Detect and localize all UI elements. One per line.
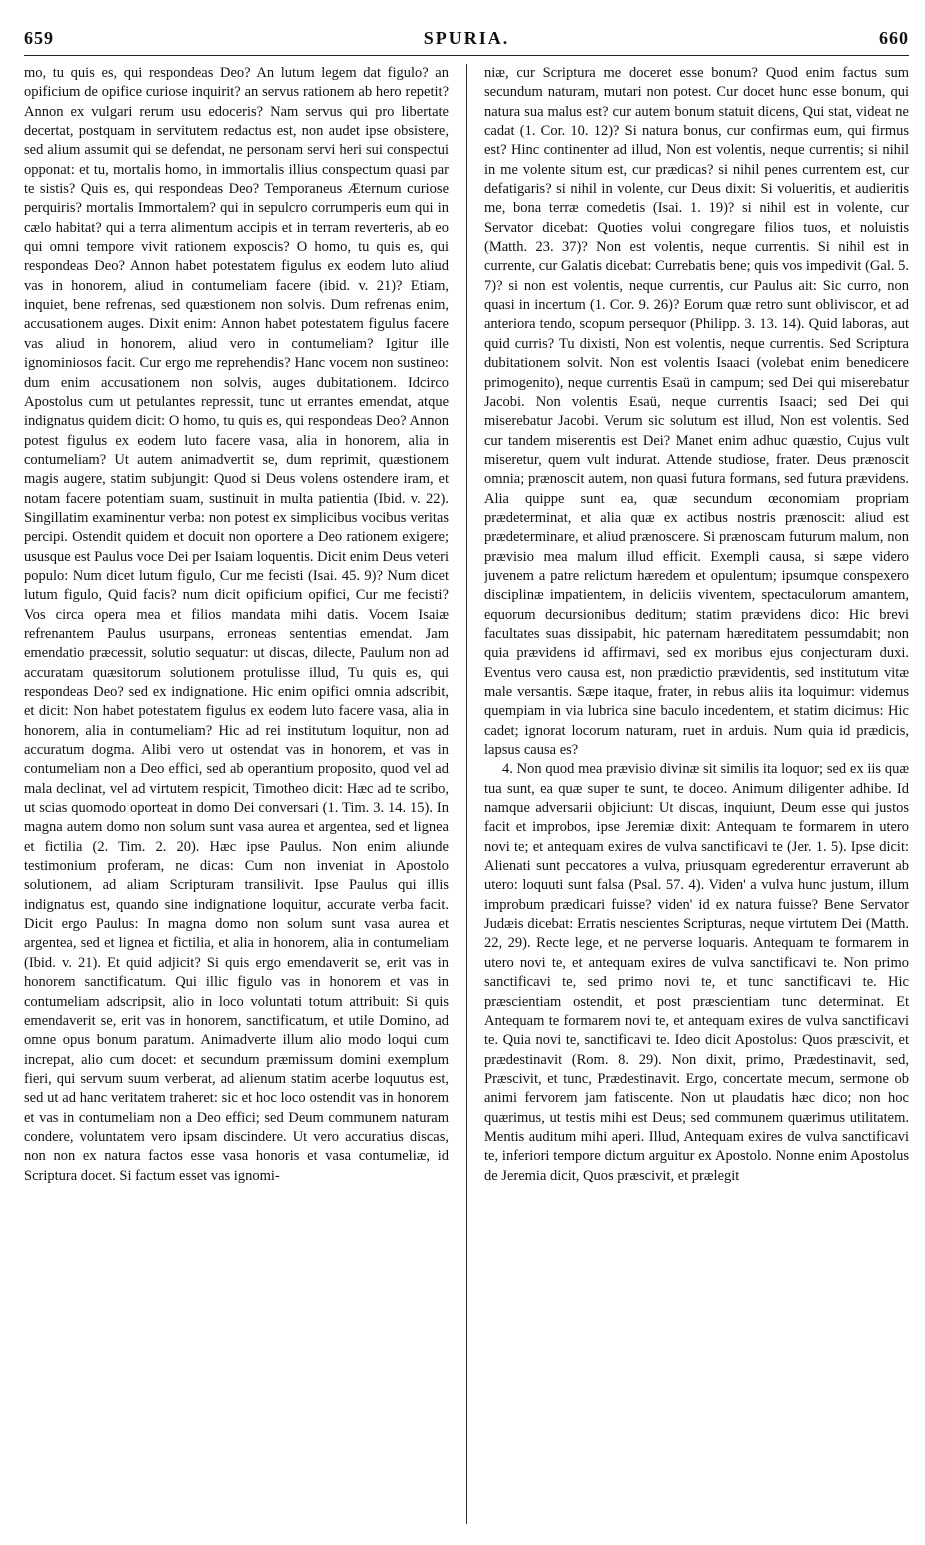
document-page — [24, 24, 909, 1524]
column-divider — [466, 64, 467, 1524]
left-page-number: 659 — [24, 28, 54, 48]
text-columns — [24, 64, 909, 1524]
running-title: SPURIA. — [423, 28, 510, 48]
page-header — [24, 24, 909, 58]
right-page-number: 660 — [879, 28, 909, 48]
right-column-paragraph: 4. Non quod mea prævisio divinæ sit similis ita loquor; sed ex iis quæ tua sunt, ea quæ super te sunt, te doceo. Animum diligenter adhibe. Id namque adversarii objiciunt: Ut discas, inquiunt, Deum esse qui justos facit et improbos, ipse Jeremiæ dixit: Antequam te formarem in utero novi te; et antequam exires de vulva sanctificavi te (Jer. 1. 5). Ipse dicit: Alienati sunt peccatores a vulva, priusquam egrederentur erraverunt ab utero: loquuti sunt falsa (Psal. 57. 4). Viden' a vulva hunc justum, illum improbum prædicari fuisse? viden' id ex natura fuisse? Bene Servator Judæis dicebat: Erratis nescientes Scripturas, neque virtutem Dei (Matth. 22, 29). Recte lege, et ne perverse loquaris. Antequam te formarem in utero novi te, et antequam exires de vulva sanctificavi te. Non primo sanctificavi te, sed primo novi te, et tunc sanctificavi te. Hic præscientiam ostendit, et post præscientiam tunc determinat. Et Antequam te formarem novi te, et antequam exires de vulva sanctificavi te. Quia novi te, sanctificavi te. Ideo dicit Apostolus: Quos præscivit, et prædestinavit (Rom. 8. 29). Non dixit, primo, Prædestinavit, sed, Præscivit, et tunc, Prædestinavit. Ergo, concertate mecum, sermone ob animi fervorem jam fatiscente. Non ut plaudatis hæc dico; non hoc quærimus, ut testis mihi est Deus; sed communem quærimus utilitatem. Mentis auditum mihi aperi. Illud, Antequam exires de vulva sanctificavi te, inferiori tempore dictum arguitur ex Apostolo. Nonne enim Apostolus de Jeremia dicit, Quos præscivit, et prælegit — [484, 761, 909, 1184]
right-column — [484, 64, 909, 1524]
header-rule — [24, 55, 909, 56]
left-column-paragraph: mo, tu quis es, qui respondeas Deo? An lutum legem dat figulo? an opificium de opifice curiose inquirit? an servus rationem ab hero repetit? Annon ex vulgari rerum usu edoceris? Nam servus qui pro libertate decertat, postquam in servitutem redactus est, non audet ipse obsistere, sed alium assumit qui se defendat, ne personam servi heri sui conspectui opponat: et tu, mortalis homo, in immortalis illius conspectum quasi par te sistis? Quis es, qui respondeas Deo? Temporaneus Æternum curiose perquiris? mortalis Immortalem? qui in sepulcro corrumperis eum qui in cælo habitat? qui a terra alimentum accipis et in terram reverteris, ab eo qui omni tempore vivit rationem exposcis? O homo, tu quis es, qui respondeas Deo? Annon habet potestatem figulus ex eodem luto aliud vas in honorem, aliud in contumeliam facere (ibid. v. 21)? Etiam, inquiet, bene refrenas, sed quæstionem non solvis. Dum refrenas enim, accusationem auges. Dixit enim: Annon habet potestatem figulus facere vas aliud in honorem, aliud vero in contumeliam? Igitur ille ignominiosos facit. Cur ergo me reprehendis? Hanc vocem non sustineo: dum enim accusationem non solvis, auges dubitationem. Idcirco Apostolus cum ut petulantes repressit, tunc ut errantes emendat, atque indignatus quidem dicit: O homo, tu quis es, qui respondeas Deo? Annon potest figulus ex eodem luto facere vasa, alia in honorem, alia in contumeliam? Ut autem animadvertit se, dum reprimit, quæstionem magis augere, statim subjungit: Quod si Deus volens ostendere iram, et notam facere potentiam suam, sustinuit in multa patientia (Ibid. v. 22). Singillatim examinentur verba: non potest ex simplicibus vocibus veritas percipi. Ostendit quidem et docuit non oportere a Deo rationem exigere; ususque est Paulus voce Dei per Isaiam loquentis. Dicit enim Deus veteri populo: Num dicet lutum figulo, Cur me fecisti (Isai. 45. 9)? Num dicet lutum figulo, Quid facis? num dicit opificium opifici, Cur me fecisti? Vos circa opera mea et filios mandata mihi datis. Vocem Isaiæ refrenantem Paulus usurpans, erroneas sententias emendat. Jam emendatio præcessit, solutio sequatur: ut discas, dilecte, Paulum non ad accuratam quæsitorum solutionem protulisse illud, Tu quis es, qui respondeas Deo? sed ex indignatione. Hic enim opifici omnia adscribit, et dicit: Non habet potestatem figulus ex eodem luto facere vasa, alia in honorem, alia in contumeliam? Hic ad rei institutum loquitur, non ad accuratum dogma. Alibi vero ut ostendat vas in honorem, et vas in contumeliam non a Deo effici, sed ab operantium proposito, quod vel ad mala declinat, vel ad virtutem respicit, Timotheo dicit: Hæc ad te scribo, ut scias quomodo oporteat in domo Dei conversari (1. Tim. 3. 14. 15). In magna autem domo non solum sunt vasa aurea et argentea, sed et lignea et fictilia (2. Tim. 2. 20). Hæc ipse Paulus. Non enim aliunde testimonium proferam, ne dicas: Cum non inveniat in Apostolo solutionem, ad aliam Scripturam transilivit. Ipse Paulus qui illis indignatus est, quando sine indignatione loquitur, accurate verba facit. Dicit ergo Paulus: In magna domo non solum sunt vasa aurea et argentea, sed et lignea et fictilia, et alia in honorem, alia in contumeliam (Ibid. v. 21). Et quid adjicit? Si quis ergo emendaverit se, erit vas in honorem sanctificatum. Qui illic figulo vas in honorem et vas in contumeliam adscripsit, alio in loco voluntati totum attribuit: Si quis emendaverit se, erit vas in honorem, sanctificatum, et utile Domino, ad omne opus bonum paratum. Animadverte illum alio modo loqui cum increpat, alio cum docet: et secundum præmissum domini exemplum fieri, qui servum suum verberat, ad alienum statim acerbe loquutus est, sed ut ad hanc veritatem traheret: sic et hoc loco ostendit vas in honorem et vas in contumeliam non a Deo effici; sed Deum communem naturam condere, voluntatem vero ipsam discindere. Ut vero accuratius discas, non non ex natura factos esse vasa honoris et vasa contumeliæ, id Scriptura docet. Si factum esset vas ignomi- — [24, 65, 449, 1184]
right-column-paragraph: niæ, cur Scriptura me doceret esse bonum? Quod enim factus sum secundum naturam, mutari non potest. Cur docet hunc esse bonum, qui natura sua malus est? cur autem bonum statuit dicens, Qui stat, videat ne cadat (1. Cor. 10. 12)? Si natura bonus, cur confirmas eum, qui firmus est? Hinc continenter ad illud, Non est volentis, neque currentis; si nihil in me volente situm est, cur prædicas? si nihil penes currentem est, cur defatigaris? si nihil in volente, cur Deus dixit: Si volueritis, et audieritis me, bona terræ comedetis (Isai. 1. 19)? si nihil est in volente, cur Servator dicebat: Quoties volui congregare filios tuos, et noluistis (Matth. 23. 37)? Non est volentis, neque currentis. Si nihil est in currente, cur Galatis dicebat: Currebatis bene; quis vos impedivit (Gal. 5. 7)? si non est volentis, neque currentis, cur Paulus ait: Sic curro, non quasi in incertum (1. Cor. 9. 26)? Eorum quæ retro sunt obliviscor, et ad anteriora tendo, scopum persequor (Philipp. 3. 13. 14). Quid laboras, aut quid curris? Tu dixisti, Non est volentis, neque currentis. Sed Scriptura dubitationem solvit. Non est volentis Isaaci (volebat enim benedicere primogenito), neque currentis Esaü in campum; sed Dei qui miserebatur Jacobi. Non volentis Esaü, neque currentis Isaaci; sed Dei qui miserebatur Jacobi. Verum sic solutum est illud, Non est volentis. Sed cur tandem miserentis est Dei? Manet enim adhuc quæstio, Cujus vult miseretur, quem vult indurat. Attende studiose, frater. Deus prænoscit omnia; prænoscit autem, non quasi futura formans, sed futura prævidens. Alia quippe sunt ea, quæ secundum œconomiam propriam prædeterminat, et alia quæ ex actibus nostris prænoscit: aliud est prædeterminare, et aliud prænoscere. Si prænoscam futurum malum, non prævisio mea malum illud efficit. Exempli causa, si sæpe videro juvenem a patre relictum hæredem et opulentum; ipsumque conspexero disciplinæ impatientem, in deliciis viventem, spectaculorum amantem, equorum decursionibus deditum; statim prævidens dico: Hic brevi facultates suas dissipabit, hic paternam hæreditatem pessumdabit; non quia prævidens id affirmavi, sed ex moribus ejus conjecturam duxi. Eventus vero causa est, non prædictio prævidentis, sed institutum vitæ male versantis. Sæpe itaque, frater, in rebus aliis ita loquimur: videmus quempiam in via lubrica sine baculo incedentem, et statim dicimus: Hic cadet; ignorat locorum naturam, ruet in arduis. Num quia id prædicis, lapsus causa es? — [484, 65, 909, 759]
left-column — [24, 64, 449, 1524]
